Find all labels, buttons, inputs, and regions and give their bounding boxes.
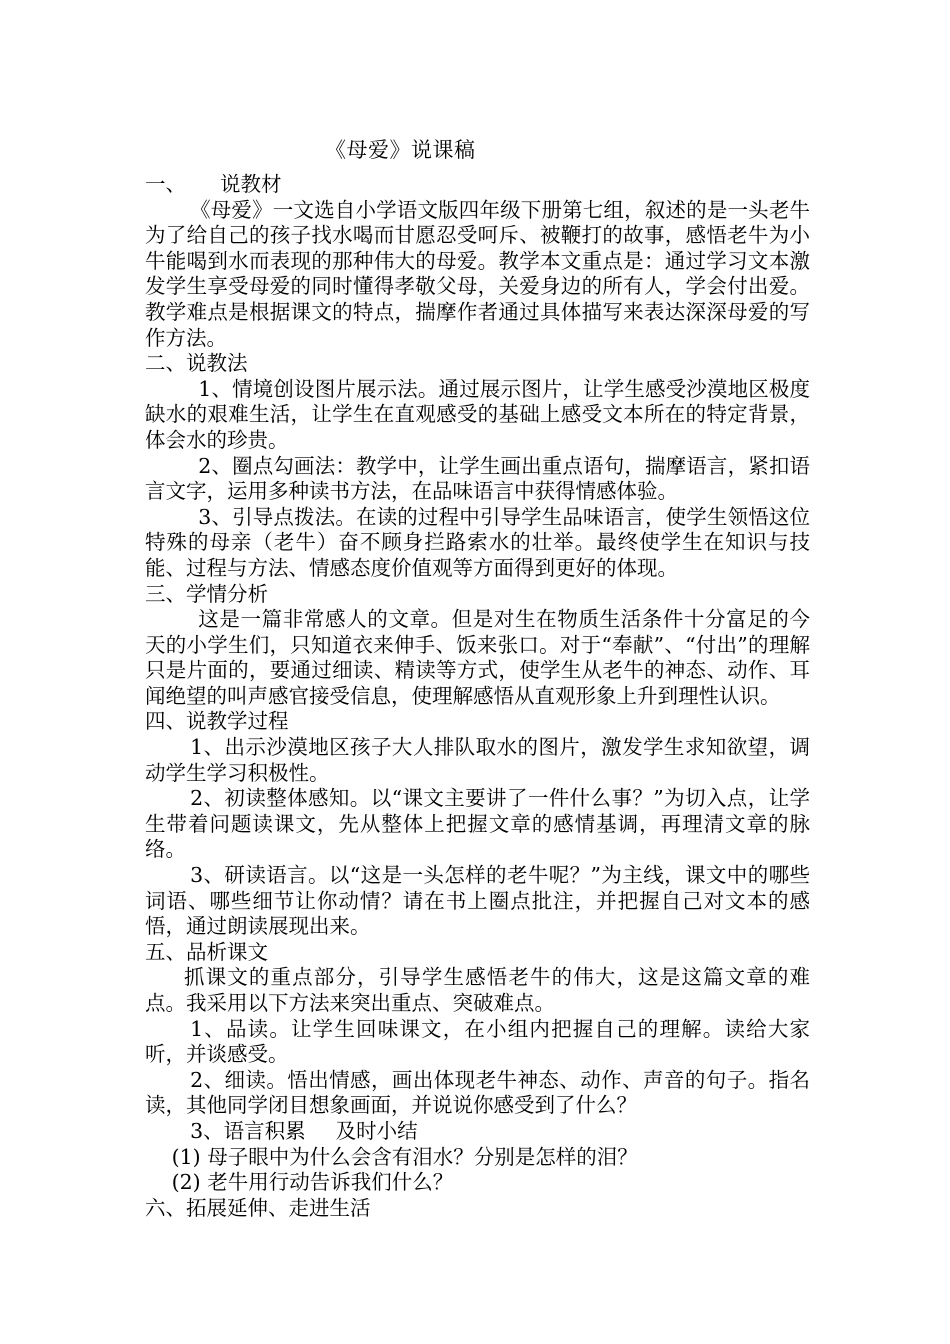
- question-item: (2) 老牛用行动告诉我们什么？: [171, 1170, 454, 1195]
- paragraph: 1、出示沙漠地区孩子大人排队取水的图片，激发学生求知欲望，调动学生学习积极性。: [145, 735, 810, 785]
- paragraph: 3、研读语言。以“这是一头怎样的老牛呢？”为主线，课文中的哪些词语、哪些细节让你动情？请在书上圈点批注，并把握自己对文本的感悟，通过朗读展现出来。: [145, 863, 810, 939]
- paragraph: 《母爱》一文选自小学语文版四年级下册第七组，叙述的是一头老牛为了给自己的孩子找水喝而甘愿忍受呵斥、被鞭打的故事，感悟老牛为小牛能喝到水而表现的那种伟大的母爱。教学本文重点是：通过学习文本激发学生享受母爱的同时懂得孝敬父母，关爱身边的所有人，学会付出爱。教学难点是根据课文的特点，揣摩作者通过具体描写来表达深深母爱的写作方法。: [145, 197, 810, 350]
- paragraph: 3、引导点拨法。在读的过程中引导学生品味语言，使学生领悟这位特殊的母亲（老牛）奋不顾身拦路索水的壮举。最终使学生在知识与技能、过程与方法、情感态度价值观等方面得到更好的体现。: [145, 504, 810, 580]
- section-heading-1: [145, 172, 810, 198]
- section-heading-2: 二、说教法: [145, 351, 248, 376]
- document-body: [145, 172, 810, 1221]
- summary-label: 及时小结: [335, 1118, 418, 1143]
- summary-line: [145, 1119, 810, 1145]
- section-heading-3: 三、学情分析: [145, 581, 268, 606]
- question-item: (1) 母子眼中为什么会含有泪水？分别是怎样的泪？: [171, 1144, 638, 1169]
- section-heading-4: 四、说教学过程: [145, 709, 289, 734]
- document-title: 《母爱》说课稿: [325, 138, 476, 162]
- paragraph: 抓课文的重点部分，引导学生感悟老牛的伟大，这是这篇文章的难点。我采用以下方法来突出重点、突破难点。: [145, 965, 810, 1015]
- paragraph: 2、圈点勾画法：教学中，让学生画出重点语句，揣摩语言，紧扣语言文字，运用多种读书方法，在品味语言中获得情感体验。: [145, 453, 810, 504]
- paragraph: 1、品读。让学生回味课文，在小组内把握自己的理解。读给大家听，并谈感受。: [145, 1016, 810, 1067]
- section-heading-5: 五、品析课文: [145, 939, 268, 964]
- paragraph: 这是一篇非常感人的文章。但是对生在物质生活条件十分富足的今天的小学生们，只知道衣来伸手、饭来张口。对于“奉献”、“付出”的理解只是片面的，要通过细读、精读等方式，使学生从老牛的神态、动作、耳闻绝望的叫声感官接受信息，使理解感悟从直观形象上升到理性认识。: [145, 607, 810, 708]
- summary-label: 3、语言积累: [190, 1118, 306, 1143]
- section-heading-6: 六、拓展延伸、走进生活: [145, 1195, 371, 1220]
- section-number: 一、: [145, 172, 186, 196]
- paragraph: 1、情境创设图片展示法。通过展示图片，让学生感受沙漠地区极度缺水的艰难生活，让学生在直观感受的基础上感受文本所在的特定背景，体会水的珍贵。: [145, 376, 810, 452]
- paragraph: 2、初读整体感知。以“课文主要讲了一件什么事？”为切入点，让学生带着问题读课文，先从整体上把握文章的感情基调，再理清文章的脉络。: [145, 786, 810, 862]
- paragraph: 2、细读。悟出情感，画出体现老牛神态、动作、声音的句子。指名读，其他同学闭目想象画面，并说说你感受到了什么？: [145, 1067, 810, 1118]
- section-heading-text: 说教材: [220, 172, 282, 196]
